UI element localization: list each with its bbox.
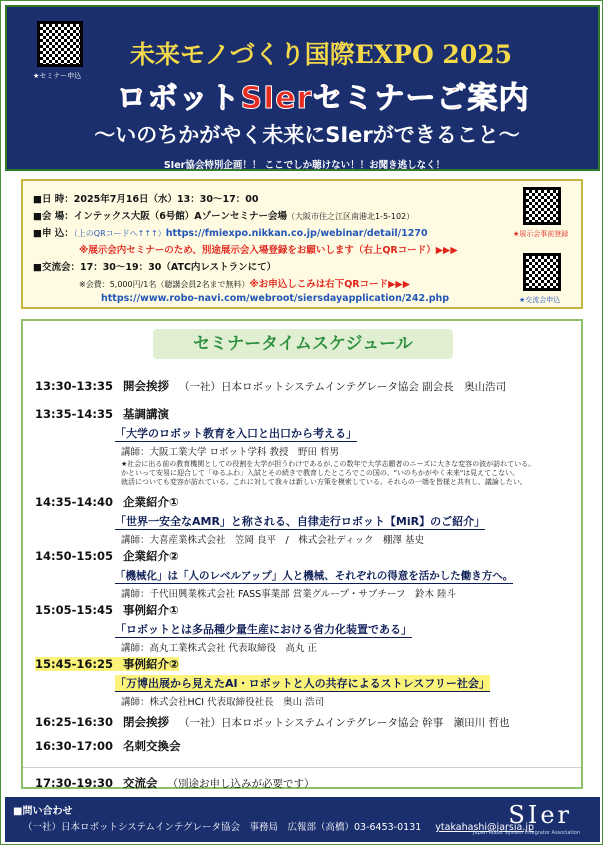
footer-contact	[5, 797, 600, 842]
contact-details: （一社）日本ロボットシステムインテグレータ協会 事務局 広報部（高橋）03-6453-0131	[23, 822, 422, 833]
schedule-box	[21, 319, 583, 789]
item-kind: 企業紹介②	[123, 549, 179, 563]
seminar-qr-code-icon[interactable]	[37, 21, 83, 67]
exchange-info: ■交流会：17：30〜19：30（ATC内レストランにて）	[33, 262, 277, 273]
venue-address: （大阪市住之江区南港北1-5-102）	[286, 212, 415, 221]
fee-row	[79, 276, 410, 290]
item-kind: 基調講演	[123, 407, 169, 421]
item-time: 15:45-16:25	[35, 657, 123, 671]
item-speaker: 講師：株式会社HCI 代表取締役社長 奥山 浩司	[121, 697, 325, 708]
item-org: （別途お申し込みが必要です）	[167, 778, 315, 790]
schedule-title-banner	[153, 329, 453, 359]
item-kind: 事例紹介①	[123, 603, 179, 617]
item-kind: 事例紹介②	[123, 657, 179, 671]
event-venue-row	[33, 208, 414, 222]
item-time: 17:30-19:30	[35, 776, 113, 790]
apply-row	[33, 225, 428, 239]
item-note-line: かといって安易に迎合して「ゆるふわ」入試とその続きで教育したところでこの国の、"いのちかがやく未来"は見えてこない。	[121, 469, 520, 477]
apply-url-link[interactable]: https://fmiexpo.nikkan.co.jp/webinar/detail/1270	[165, 228, 428, 239]
item-note-line: ★社会に出る前の教育機関としての役割を大学が担うわけであるが,この数年で大学志願者のニーズに大きな変容の波が訪れている。	[121, 460, 536, 468]
item-speaker: 講師：大喜産業株式会社 笠岡 良平 / 株式会社ディック 棚澤 基史	[121, 535, 424, 546]
fee-apply-hint: ※お申込しこみは右下QRコード▶▶▶	[249, 279, 411, 290]
seminar-qr-caption: ★セミナー申込	[33, 72, 82, 80]
exchange-qr-icon[interactable]	[523, 253, 561, 291]
item-kind: 企業紹介①	[123, 495, 179, 509]
item-topic: 「大学のロボット教育を入口と出口から考える」	[115, 427, 357, 440]
seminar-title: ロボットSIerセミナーご案内	[116, 81, 530, 116]
special-announcement: SIer協会特別企画！！ ここでしか聴けない！！お聞き逃しなく！	[163, 160, 446, 171]
exchange-qr-caption: ★交流会申込	[519, 296, 561, 304]
contact-line	[23, 819, 534, 833]
exhibition-notice: ※展示会内セミナーのため、別途展示会入場登録をお願いします（右上QRコード）▶▶▶	[79, 245, 458, 256]
schedule-item-company2	[35, 545, 575, 600]
schedule-item-case2	[35, 653, 575, 708]
schedule-item-company1	[35, 491, 575, 546]
item-topic: 「機械化」は「人のレベルアップ」人と機械、それぞれの得意を活かした働き方へ。	[115, 570, 514, 582]
item-topic: 「世界一安全なAMR」と称される、自律走行ロボット【MiR】のご紹介」	[115, 515, 486, 528]
schedule-title: セミナータイムスケジュール	[193, 334, 413, 354]
item-kind: 交流会	[123, 776, 158, 790]
event-date: ■日 時：2025年7月16日（水）13：30〜17：00	[33, 194, 259, 205]
item-time: 14:50-15:05	[35, 549, 113, 563]
schedule-item-case1	[35, 599, 575, 654]
item-kind: 名刺交換会	[123, 739, 181, 753]
schedule-item-keynote	[35, 403, 575, 487]
schedule-item-exchange	[23, 767, 581, 791]
apply-label: ■申 込：	[33, 228, 74, 239]
exchange-url-link[interactable]: https://www.robo-navi.com/webroot/siersdayapplication/242.php	[101, 293, 450, 304]
item-time: 15:05-15:45	[35, 603, 113, 617]
item-speaker: 講師：大阪工業大学 ロボット学科 教授 野田 哲男	[121, 447, 340, 458]
item-speaker: 講師：千代田興業株式会社 FASS事業部 営業グループ・サブチーフ 鈴木 陸斗	[121, 589, 456, 600]
item-kind: 閉会挨拶	[123, 715, 169, 729]
event-venue: ■会 場：インテックス大阪（6号館）Aゾーンセミナー会場	[33, 211, 287, 222]
apply-hint: （上のQRコードへ↑↑↑）	[73, 229, 166, 238]
expo-title: 未来モノづくり国際EXPO 2025	[129, 40, 513, 69]
item-org: （一社）日本ロボットシステムインテグレータ協会 幹事 瀬田川 哲也	[179, 717, 510, 729]
contact-heading: ■問い合わせ	[13, 806, 73, 817]
item-note-line: 就活についても変容が訪れている。これに対して我々は新しい方策を模索している。それらの一端を皆様と共有し、議論したい。	[121, 478, 527, 486]
item-org: （一社）日本ロボットシステムインテグレータ協会 副会長 奥山浩司	[179, 381, 507, 393]
expo-registration-qr-caption: ★展示会事前登録	[513, 230, 569, 238]
item-time: 14:35-14:40	[35, 495, 113, 509]
event-info-box	[21, 179, 583, 309]
sier-logo-subtext: Japan Robot System Integrator Association	[473, 830, 580, 836]
expo-registration-qr-icon[interactable]	[523, 187, 561, 225]
item-topic: 「ロボットとは多品種少量生産における省力化装置である」	[115, 623, 412, 636]
item-speaker: 講師：高丸工業株式会社 代表取締役 高丸 正	[121, 643, 318, 654]
fee-info: ※会費：5,000円/1名（聴講会員2名まで無料）	[79, 280, 250, 289]
sier-logo: SIer	[508, 801, 572, 829]
item-time: 16:30-17:00	[35, 739, 113, 753]
item-time: 16:25-16:30	[35, 715, 113, 729]
contact-email-link[interactable]: ytakahashi@jarsia.jp	[435, 822, 535, 833]
item-time: 13:35-14:35	[35, 407, 113, 421]
schedule-item-networking	[35, 735, 575, 754]
header-banner	[5, 5, 600, 171]
item-time: 13:30-13:35	[35, 379, 113, 393]
schedule-item-opening	[35, 375, 575, 394]
item-topic: 「万博出展から見えたAI・ロボットと人の共存によるストレスフリー社会」	[115, 677, 490, 690]
item-kind: 開会挨拶	[123, 379, 169, 393]
seminar-subtitle: 〜いのちかがやく未来にSIerができること〜	[94, 123, 520, 147]
schedule-item-closing	[35, 711, 575, 730]
